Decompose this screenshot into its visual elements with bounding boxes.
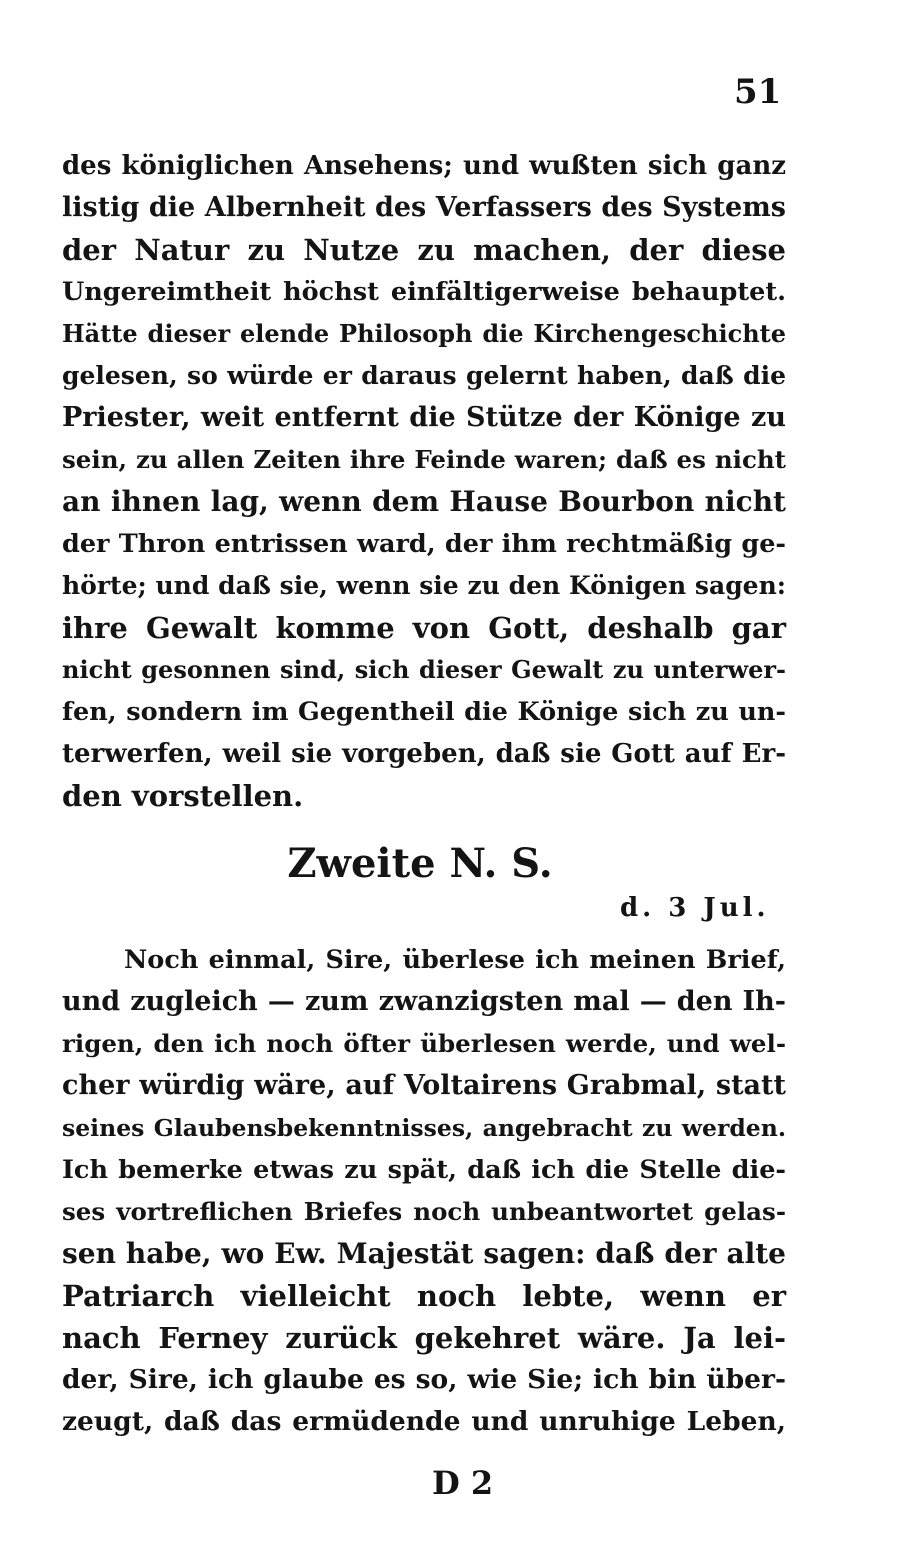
text-line: nach Ferney zurück gekehret wäre. Ja lei-	[62, 1321, 786, 1355]
text-line: gelesen, so würde er daraus gelernt haben, daß die	[62, 361, 786, 390]
text-line: seines Glaubensbekenntnisses, angebracht zu werden.	[62, 1114, 786, 1142]
text-line: Patriarch vielleicht noch lebte, wenn er	[62, 1279, 786, 1313]
text-line: Hätte dieser elende Philosoph die Kirchengeschichte	[62, 319, 786, 348]
text-line: fen, sondern im Gegentheil die Könige sich zu un-	[62, 697, 786, 727]
text-line: sein, zu allen Zeiten ihre Feinde waren; daß es nicht	[62, 445, 786, 474]
text-line: zeugt, daß das ermüdende und unruhige Leben,	[62, 1406, 786, 1437]
text-line: des königlichen Ansehens; und wußten sich ganz	[62, 151, 786, 181]
text-line: sen habe, wo Ew. Majestät sagen: daß der alte	[62, 1237, 786, 1270]
text-line: der, Sire, ich glaube es so, wie Sie; ich bin über-	[62, 1364, 786, 1395]
text-line: und zugleich — zum zwanzigsten mal — den Ih-	[62, 986, 786, 1017]
text-line: Noch einmal, Sire, überlese ich meinen Brief,	[124, 945, 786, 975]
text-line: an ihnen lag, wenn dem Hause Bourbon nicht	[62, 485, 786, 518]
text-line: rigen, den ich noch öfter überlesen werde, und wel-	[62, 1029, 786, 1058]
section-heading: Zweite N. S.	[287, 840, 553, 887]
signature-mark: D 2	[432, 1464, 494, 1502]
text-line: Priester, weit entfernt die Stütze der Könige zu	[62, 402, 786, 433]
text-line: terwerfen, weil sie vorgeben, daß sie Gott auf Er-	[62, 739, 786, 769]
text-line: listig die Albernheit des Verfassers des Systems	[62, 192, 786, 223]
text-line: cher würdig wäre, auf Voltairens Grabmal, statt	[62, 1070, 786, 1101]
text-line: Ungereimtheit höchst einfältigerweise behauptet.	[62, 277, 786, 307]
text-line: den vorstellen.	[62, 779, 304, 813]
text-line: ses vortreflichen Briefes noch unbeantwortet gelas-	[62, 1197, 786, 1226]
section-date: d. 3 Jul.	[620, 893, 770, 923]
text-line: Ich bemerke etwas zu spät, daß ich die Stelle die-	[62, 1155, 786, 1185]
text-line: nicht gesonnen sind, sich dieser Gewalt zu unterwer-	[62, 655, 786, 684]
text-line: ihre Gewalt komme von Gott, deshalb gar	[62, 611, 786, 645]
text-line: der Thron entrissen ward, der ihm rechtmäßig ge-	[62, 529, 786, 559]
text-line: hörte; und daß sie, wenn sie zu den Königen sagen:	[62, 571, 786, 600]
page-number: 51	[734, 72, 782, 112]
text-line: der Natur zu Nutze zu machen, der diese	[62, 233, 786, 267]
